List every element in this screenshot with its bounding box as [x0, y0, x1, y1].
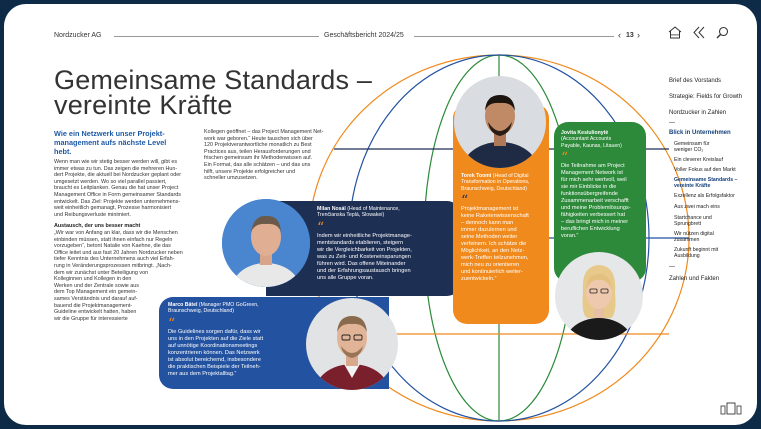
quote-line: immer dazulernen und — [461, 227, 517, 234]
body-column-1 — [54, 159, 194, 218]
body-line: Practices aus, teilen Herausforderungen und — [204, 148, 311, 155]
body-line: tiefer Kenntnis des Unternehmens auch viel Erfah- — [54, 256, 175, 263]
nav-sub-digital[interactable]: Wir nützen digital zusammen — [674, 231, 714, 243]
body-line: dert Projekte, die aktuell bei Nordzucker geplant oder — [54, 172, 182, 179]
nav-divider: — — [669, 264, 675, 270]
portrait-marco — [306, 298, 398, 390]
quote-line: für mich sehr wertvoll, weil — [561, 177, 627, 184]
page-number: 13 — [626, 32, 634, 39]
body-line: entwickelt. Das Ziel: Projekte werden unternehmens- — [54, 198, 181, 205]
body-line: Kolleginnen und Kollegen in den — [54, 276, 132, 283]
torek-text: Torek Toomi (Head of Digital Transformation in Operations, Braunschweig, Deutschland) “ Projektmanagement ist keine Raketenwissenschaft – dennoch kann man immer dazulernen und seine Methoden weiter verfeinern. Ich schätze die Möglichkeit, an den Netz- werk-Treffen teilzunehmen, mich neu zu orientieren und kontinuierlich weiter- zuentwickeln.“ — [461, 173, 545, 283]
quote-line: führen wird. Das offene Miteinander — [317, 260, 406, 267]
marco-text: Marco Bätel (Manager PMO GoGreen, Braunschweig, Deutschland) “ Die Guidelines sorgen dafür, dass wir uns in den Projekten auf die Ziele statt auf unnötige Koordinationsmeetings konzentrieren können. Das Netzwerk ist absolut bereichernd, insbesondere die praktischen Beispiele der Teilneh- mer aus dem Projektalltag.“ — [168, 302, 308, 378]
body-line: Management Office in Form gemeinsamer Standards — [54, 191, 181, 198]
quote-line: sie mir Einblicke in die — [561, 184, 617, 191]
marco-quote — [168, 329, 308, 378]
body-line: Office leitet und aus fast 20 Jahren Nordzucker neben — [54, 249, 183, 256]
body-line: braucht es Leitplanken. Genau die hat unser Project — [54, 185, 179, 192]
body-line: sames Verständnis und darauf auf- — [54, 295, 138, 302]
nav-strategie[interactable]: Strategie: Fields for Growth — [669, 94, 743, 100]
body-line: dem Top Management ein gemein- — [54, 289, 138, 296]
nav-sub-startchance[interactable]: Startchance und Sprungbrett — [674, 215, 712, 227]
quote-line: wir die Vergleichbarkeit von Projekten, — [317, 246, 412, 253]
nav-sub-exzellenz[interactable]: Exzellenz als Erfolgsfaktor — [674, 193, 735, 199]
body-line: schneller umzusetzen. — [204, 175, 258, 182]
body-line: vorzugeben“, betont Natalie von Kaehne, die das — [54, 243, 171, 250]
quote-icon: “ — [561, 150, 569, 167]
jovita-text: Jovita Kesiulionytė (Accountant Accounts Payable, Kaunas, Litauen) “ Die Teilnahme am Project Management Network ist für mich sehr wertvoll, weil sie mir Einblicke in die funktionsübergreifende Zusammenarbeit verschafft und meine Problemlösungs- fähigkeiten verbessert hat – das bringt mich in meiner beruflichen Entwicklung voran.“ — [561, 130, 643, 240]
body-line: dem wir zunächst unter Beteiligung von — [54, 269, 149, 276]
body-column-2 — [204, 129, 346, 182]
nav-sub-aus-zwei[interactable]: Aus zwei mach eins — [674, 204, 720, 210]
body-line: frischen gemeinsam ihr Methodenwissen auf. — [204, 155, 313, 162]
report-page — [4, 4, 757, 425]
portrait-torek — [454, 76, 546, 168]
quote-line: mer aus dem Projektalltag.“ — [168, 370, 237, 377]
quote-line: mich neu zu orientieren — [461, 262, 520, 269]
quote-line: konzentrieren können. Das Netzwerk — [168, 349, 260, 356]
nav-nordzucker-in-zahlen[interactable]: Nordzucker in Zahlen — [669, 110, 727, 116]
body-line: 120 Projektverantwortliche monatlich zu Best — [204, 142, 312, 149]
quote-line: auf unnötige Koordinationsmeetings — [168, 342, 258, 349]
nav-sub-voller-fokus[interactable]: Voller Fokus auf den Markt — [674, 167, 736, 173]
body-line: hilft, unsere Projekte erfolgreicher und — [204, 168, 296, 175]
nav-sub-kreislauf[interactable]: Ein cleverer Kreislauf — [674, 157, 724, 163]
quote-line: was zu Zeit- und Kosteneinsparungen — [317, 253, 411, 260]
quote-line: keine Raketenwissenschaft — [461, 213, 529, 220]
nav-brief-des-vorstands[interactable]: Brief des Vorstands — [669, 78, 722, 84]
portrait-jovita — [555, 252, 643, 340]
quote-line: verfeinern. Ich schätze die — [461, 241, 527, 248]
quote-line: beruflichen Entwicklung — [561, 226, 620, 233]
quote-icon: “ — [461, 193, 469, 210]
body-line: Guideline entwickelt hatten, haben — [54, 309, 137, 316]
quote-line: – dennoch kann man — [461, 220, 514, 227]
quote-line: Management Network ist — [561, 170, 623, 177]
section-heading: Austausch, der uns besser macht — [54, 223, 141, 229]
nav-blick-in-unternehmen[interactable]: Blick in Unternehmen — [669, 130, 731, 136]
nav-divider: — — [669, 120, 675, 126]
nav-sub-gemeinsam[interactable]: Gemeinsam für weniger CO₂ — [674, 141, 710, 153]
body-line: und Reibungsverluste minimiert. — [54, 211, 132, 218]
nav-sub-gemeinsame-standards[interactable]: Gemeinsame Standards – vereinte Kräfte — [674, 177, 738, 189]
quote-line: fähigkeiten verbessert hat — [561, 212, 626, 219]
report-title: Geschäftsbericht 2024/25 — [324, 32, 404, 39]
nav-zahlen-und-fakten[interactable]: Zahlen und Fakten — [669, 276, 720, 282]
body-line: wir die Gruppe für interessierte — [54, 315, 128, 322]
quote-line: ist absolut bereichernd, insbesondere — [168, 356, 261, 363]
quote-line: Zusammenarbeit verschafft — [561, 198, 629, 205]
quote-line: und meine Problemlösungs- — [561, 205, 631, 212]
quote-line: Möglichkeit, an den Netz- — [461, 248, 525, 255]
quote-line: seine Methoden weiter — [461, 234, 518, 241]
body-line: einbinden müssen, statt ihnen einfach nur Regeln — [54, 236, 173, 243]
body-line: Kollegen geöffnet – das Project Management Net- — [204, 129, 324, 135]
body-line: bauend die Projektmanagement- — [54, 302, 133, 309]
company-name: Nordzucker AG — [54, 32, 102, 39]
quote-line: Indem wir einheitliche Projektmanage- — [317, 232, 412, 239]
quote-line: – das bringt mich in meiner — [561, 219, 629, 226]
jovita-quote — [561, 163, 643, 240]
quote-line: funktionsübergreifende — [561, 191, 618, 198]
quote-icon: “ — [168, 315, 176, 332]
quote-line: und kontinuierlich weiter- — [461, 269, 523, 276]
body-line: immer etwas zu tun. Das zeigen die mehreren Hun- — [54, 165, 178, 172]
page-layout-icon[interactable] — [720, 402, 742, 416]
page-title: Gemeinsame Standards – vereinte Kräfte — [54, 65, 373, 120]
nav-sub-zukunft[interactable]: Zukunft beginnt mit Ausbildung — [674, 247, 719, 259]
body-line: umgesetzt werden. Wo so viel parallel passiert, — [54, 178, 167, 185]
quote-icon: “ — [317, 219, 325, 236]
quote-line: werk-Treffen teilzunehmen, — [461, 255, 529, 262]
milan-text: Milan Nosál (Head of Maintenance, Trenčianska Teplá, Slowakei) “ Indem wir einheitliche Projektmanage- mentstandards etablieren, steigern wir die Vergleichbarkeit von Projekten, was zu Zeit- und Kosteneinsparungen führen wird. Das offene Miteinander und der Erfahrungsaustausch bringen uns alle Gruppe voran. — [317, 206, 455, 282]
quote-line: mentstandards etablieren, steigern — [317, 239, 404, 246]
quote-line: die praktischen Beispiele der Teilneh- — [168, 363, 261, 370]
quote-line: Die Teilnahme am Project — [561, 163, 625, 170]
photo-jovita — [555, 252, 643, 340]
next-page-button[interactable]: › — [637, 30, 640, 40]
quote-line: Projektmanagement ist — [461, 206, 519, 213]
photo-milan — [222, 199, 310, 287]
prev-page-button[interactable]: ‹ — [618, 30, 621, 40]
body-line: Werken und der Zentrale sowie aus — [54, 282, 139, 289]
torek-quote — [461, 206, 545, 283]
quote-line: voran.“ — [561, 233, 579, 240]
body-line: weit einheitlich gemanagt, Prozesse harmonisiert — [54, 205, 172, 212]
body-line: „Wir war von Anfang an klar, dass wir die Menschen — [54, 230, 178, 236]
portrait-milan — [222, 199, 310, 287]
body-line: Wenn man wie wir stetig besser werden will, gibt es — [54, 159, 178, 165]
body-line: rung in Veränderungsprozessen mitbringt. „Nach- — [54, 262, 172, 269]
quote-line: zuentwickeln.“ — [461, 276, 497, 283]
quote-line: uns in den Projekten auf die Ziele statt — [168, 335, 264, 342]
body-line: Ein Format, das alle schätzen – und das uns — [204, 161, 311, 168]
milan-quote — [317, 233, 455, 282]
quote-line: uns alle Gruppe voran. — [317, 274, 374, 281]
quote-line: und der Erfahrungsaustausch bringen — [317, 267, 411, 274]
intro-subtitle: Wie ein Netzwerk unser Projekt- management aufs nächste Level hebt. — [54, 129, 167, 156]
photo-torek — [454, 76, 546, 168]
body-line: work war geboren.“ Heute tauschen sich über — [204, 135, 313, 142]
quote-line: Die Guidelines sorgen dafür, dass wir — [168, 328, 261, 335]
photo-marco — [306, 298, 398, 390]
